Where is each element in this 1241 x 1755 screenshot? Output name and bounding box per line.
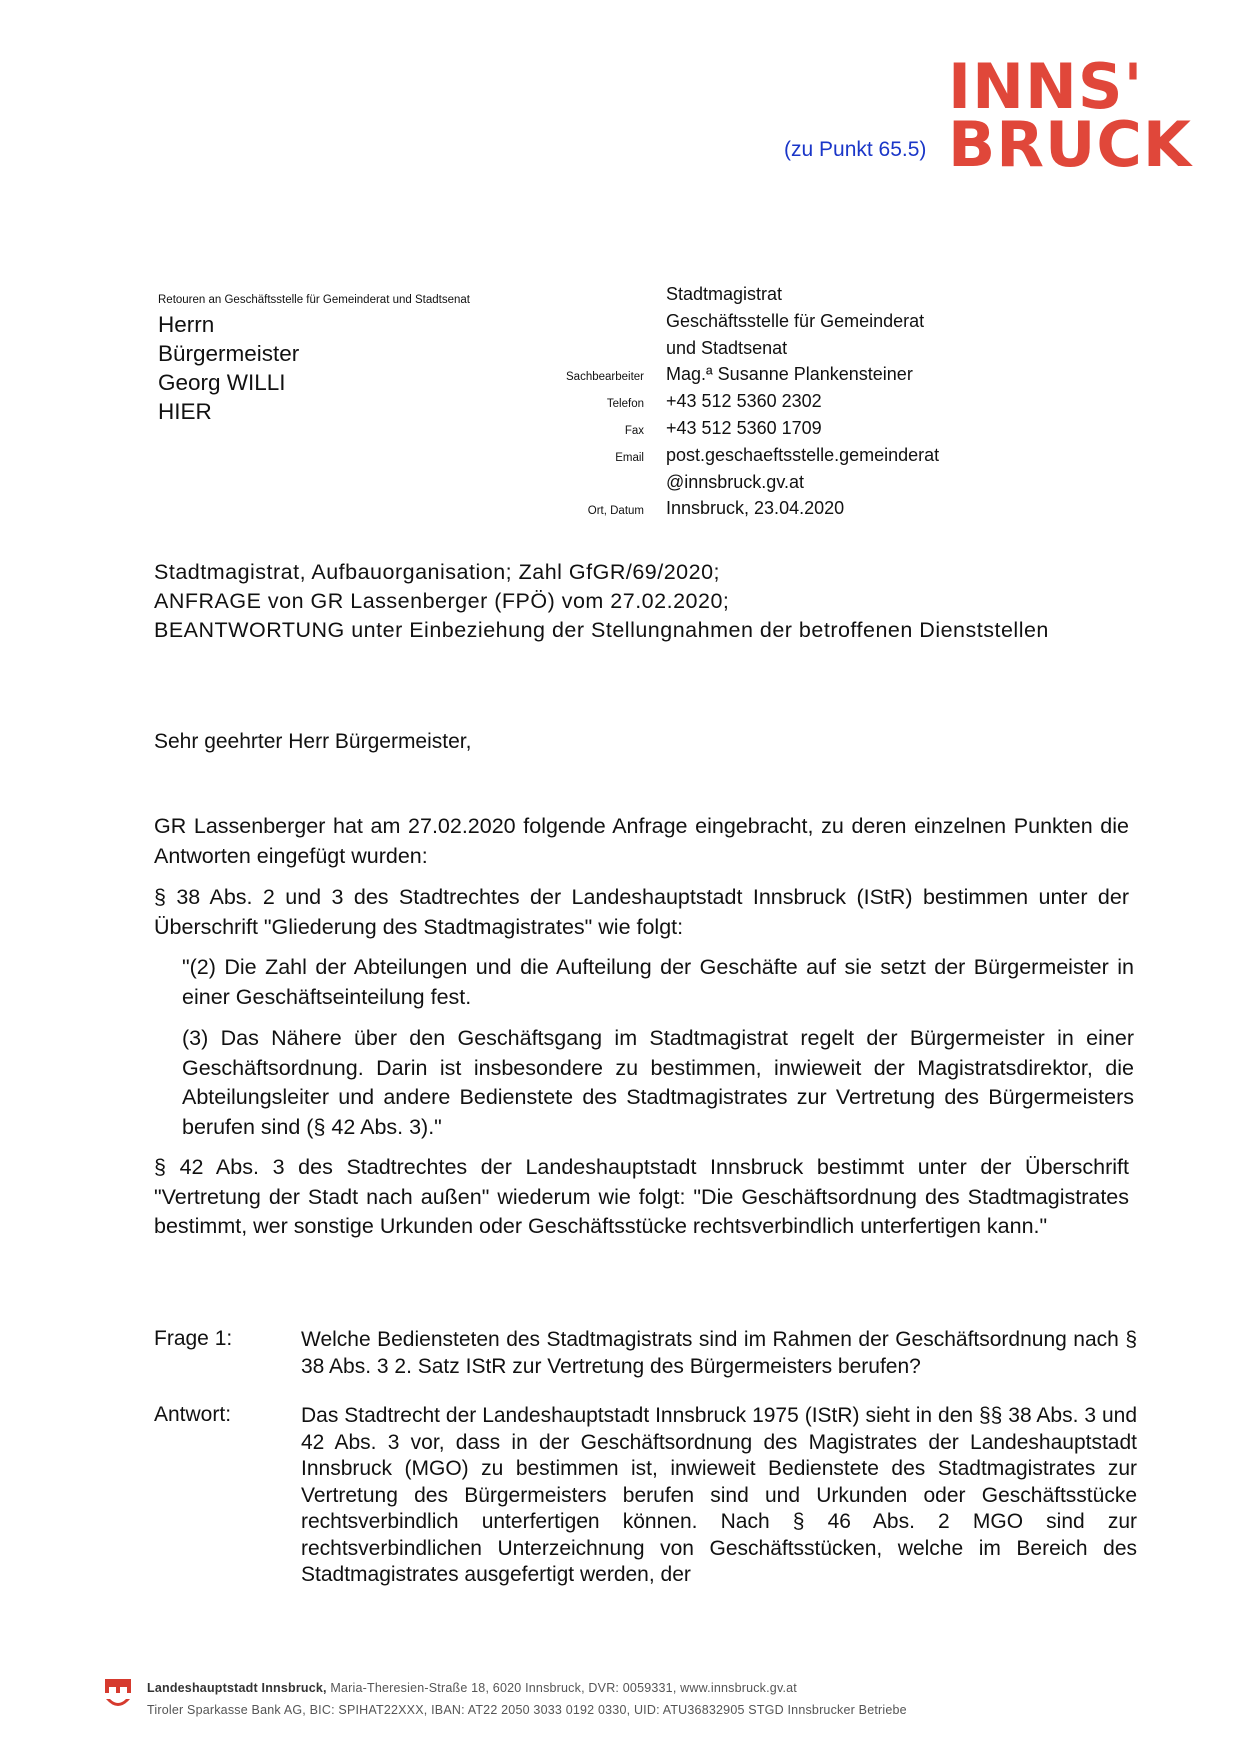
sender-row <box>480 418 1040 445</box>
sender-value: +43 512 5360 1709 <box>666 417 822 438</box>
logo-line-2: BRUCK <box>948 108 1192 181</box>
sender-row <box>480 498 1040 525</box>
question-text: Welche Bediensteten des Stadtmagistrats sind im Rahmen der Geschäftsordnung nach § 38 Abs. 3 2. Satz IStR zur Vertretung des Bürgermeisters berufen? <box>301 1328 1137 1378</box>
innsbruck-logo <box>948 50 1194 181</box>
sender-row <box>480 338 1040 365</box>
subject-line: ANFRAGE von GR Lassenberger (FPÖ) vom 27.02.2020; <box>154 589 730 613</box>
sender-value: Geschäftsstelle für Gemeinderat <box>666 310 925 331</box>
sender-label: Email <box>615 451 644 464</box>
sender-label: Sachbearbeiter <box>566 371 644 384</box>
sender-row <box>480 364 1040 391</box>
sender-value: post.geschaeftsstelle.gemeinderat <box>666 444 940 465</box>
sender-row <box>480 445 1040 472</box>
sender-label: Fax <box>624 424 644 437</box>
sender-value: Mag.ª Susanne Plankensteiner <box>666 364 913 385</box>
salutation: Sehr geehrter Herr Bürgermeister, <box>154 730 472 753</box>
sender-row <box>480 311 1040 338</box>
sender-row <box>480 472 1040 499</box>
recipient-line: Georg WILLI <box>158 370 286 395</box>
logo-line-1: INNS' <box>948 50 1144 123</box>
recipient-line: Herrn <box>158 312 215 337</box>
subject-block <box>154 558 1049 645</box>
sender-label: Telefon <box>606 398 644 411</box>
answer-label: Antwort: <box>154 1403 232 1426</box>
intro-paragraph: GR Lassenberger hat am 27.02.2020 folgende Anfrage eingebracht, zu deren einzelnen Punkten die Antworten eingefügt wurden: <box>154 814 1129 868</box>
sender-block <box>480 284 1040 525</box>
footer-address: Maria-Theresien-Straße 18, 6020 Innsbruck, DVR: 0059331, www.innsbruck.gv.at <box>326 1681 797 1695</box>
sender-value: und Stadtsenat <box>666 337 788 358</box>
paragraph-2: § 42 Abs. 3 des Stadtrechtes der Landeshauptstadt Innsbruck bestimmt unter der Überschrift "Vertretung der Stadt nach außen" wiederum wie folgt: "Die Geschäftsordnung des Stadtmagistrates bestimmt, wer sonstige Urkunden oder Geschäftsstücke rechtsverbindlich unterfertigen kann." <box>154 1155 1129 1238</box>
sender-value: @innsbruck.gv.at <box>666 471 804 492</box>
subject-line: Stadtmagistrat, Aufbauorganisation; Zahl GfGR/69/2020; <box>154 560 721 584</box>
sender-value: Innsbruck, 23.04.2020 <box>666 498 845 519</box>
recipient-block <box>158 310 299 426</box>
innsbruck-crest-icon <box>104 1677 132 1713</box>
footer-line-1 <box>147 1681 797 1695</box>
subject-line: BEANTWORTUNG unter Einbeziehung der Stellungnahmen der betroffenen Dienststellen <box>154 618 1049 642</box>
sender-value: Stadtmagistrat <box>666 284 783 304</box>
footer-line-2: Tiroler Sparkasse Bank AG, BIC: SPIHAT22XXX, IBAN: AT22 2050 3033 0192 0330, UID: ATU36832905 STGD Innsbrucker Betriebe <box>147 1703 907 1717</box>
question-label: Frage 1: <box>154 1327 233 1350</box>
sender-row <box>480 391 1040 418</box>
recipient-line: Bürgermeister <box>158 341 300 366</box>
quote-paragraph-3: (3) Das Nähere über den Geschäftsgang im Stadtmagistrat regelt der Bürgermeister in einer Geschäftsordnung. Darin ist insbesondere zu bestimmen, inwieweit der Magistratsdirektor, die Abteilungsleiter und andere Bedienstete des Stadtmagistrates zur Vertretung des Bürgermeisters berufen sind (§ 42 Abs. 3)." <box>182 1026 1134 1139</box>
sender-value: +43 512 5360 2302 <box>666 391 822 412</box>
reference-note: (zu Punkt 65.5) <box>784 138 927 161</box>
quote-paragraph-2: "(2) Die Zahl der Abteilungen und die Aufteilung der Geschäfte auf sie setzt der Bürgermeister in einer Geschäftseinteilung fest. <box>182 955 1134 1009</box>
footer-org: Landeshauptstadt Innsbruck, <box>147 1681 327 1695</box>
recipient-line: HIER <box>158 399 212 424</box>
sender-row <box>480 284 1040 311</box>
sender-label: Ort, Datum <box>587 505 644 518</box>
return-address-line: Retouren an Geschäftsstelle für Gemeinderat und Stadtsenat <box>158 294 470 306</box>
answer-text: Das Stadtrecht der Landeshauptstadt Innsbruck 1975 (IStR) sieht in den §§ 38 Abs. 3 und 42 Abs. 3 vor, dass in der Geschäftsordnung des Magistrates der Landeshauptstadt Innsbruck (MGO) zu bestimmen ist, inwieweit Bedienstete des Stadtmagistrates zur Vertretung des Bürgermeisters berufen sind und Urkunden oder Geschäftsstücke rechtsverbindlich unterfertigen können. Nach § 46 Abs. 2 MGO sind zur rechtsverbindlichen Unterzeichnung von Geschäftsstücken, welche im Bereich des Stadtmagistrates ausgefertigt werden, der <box>301 1404 1137 1586</box>
paragraph-1: § 38 Abs. 2 und 3 des Stadtrechtes der Landeshauptstadt Innsbruck (IStR) bestimmen unter der Überschrift "Gliederung des Stadtmagistrates" wie folgt: <box>154 885 1129 939</box>
